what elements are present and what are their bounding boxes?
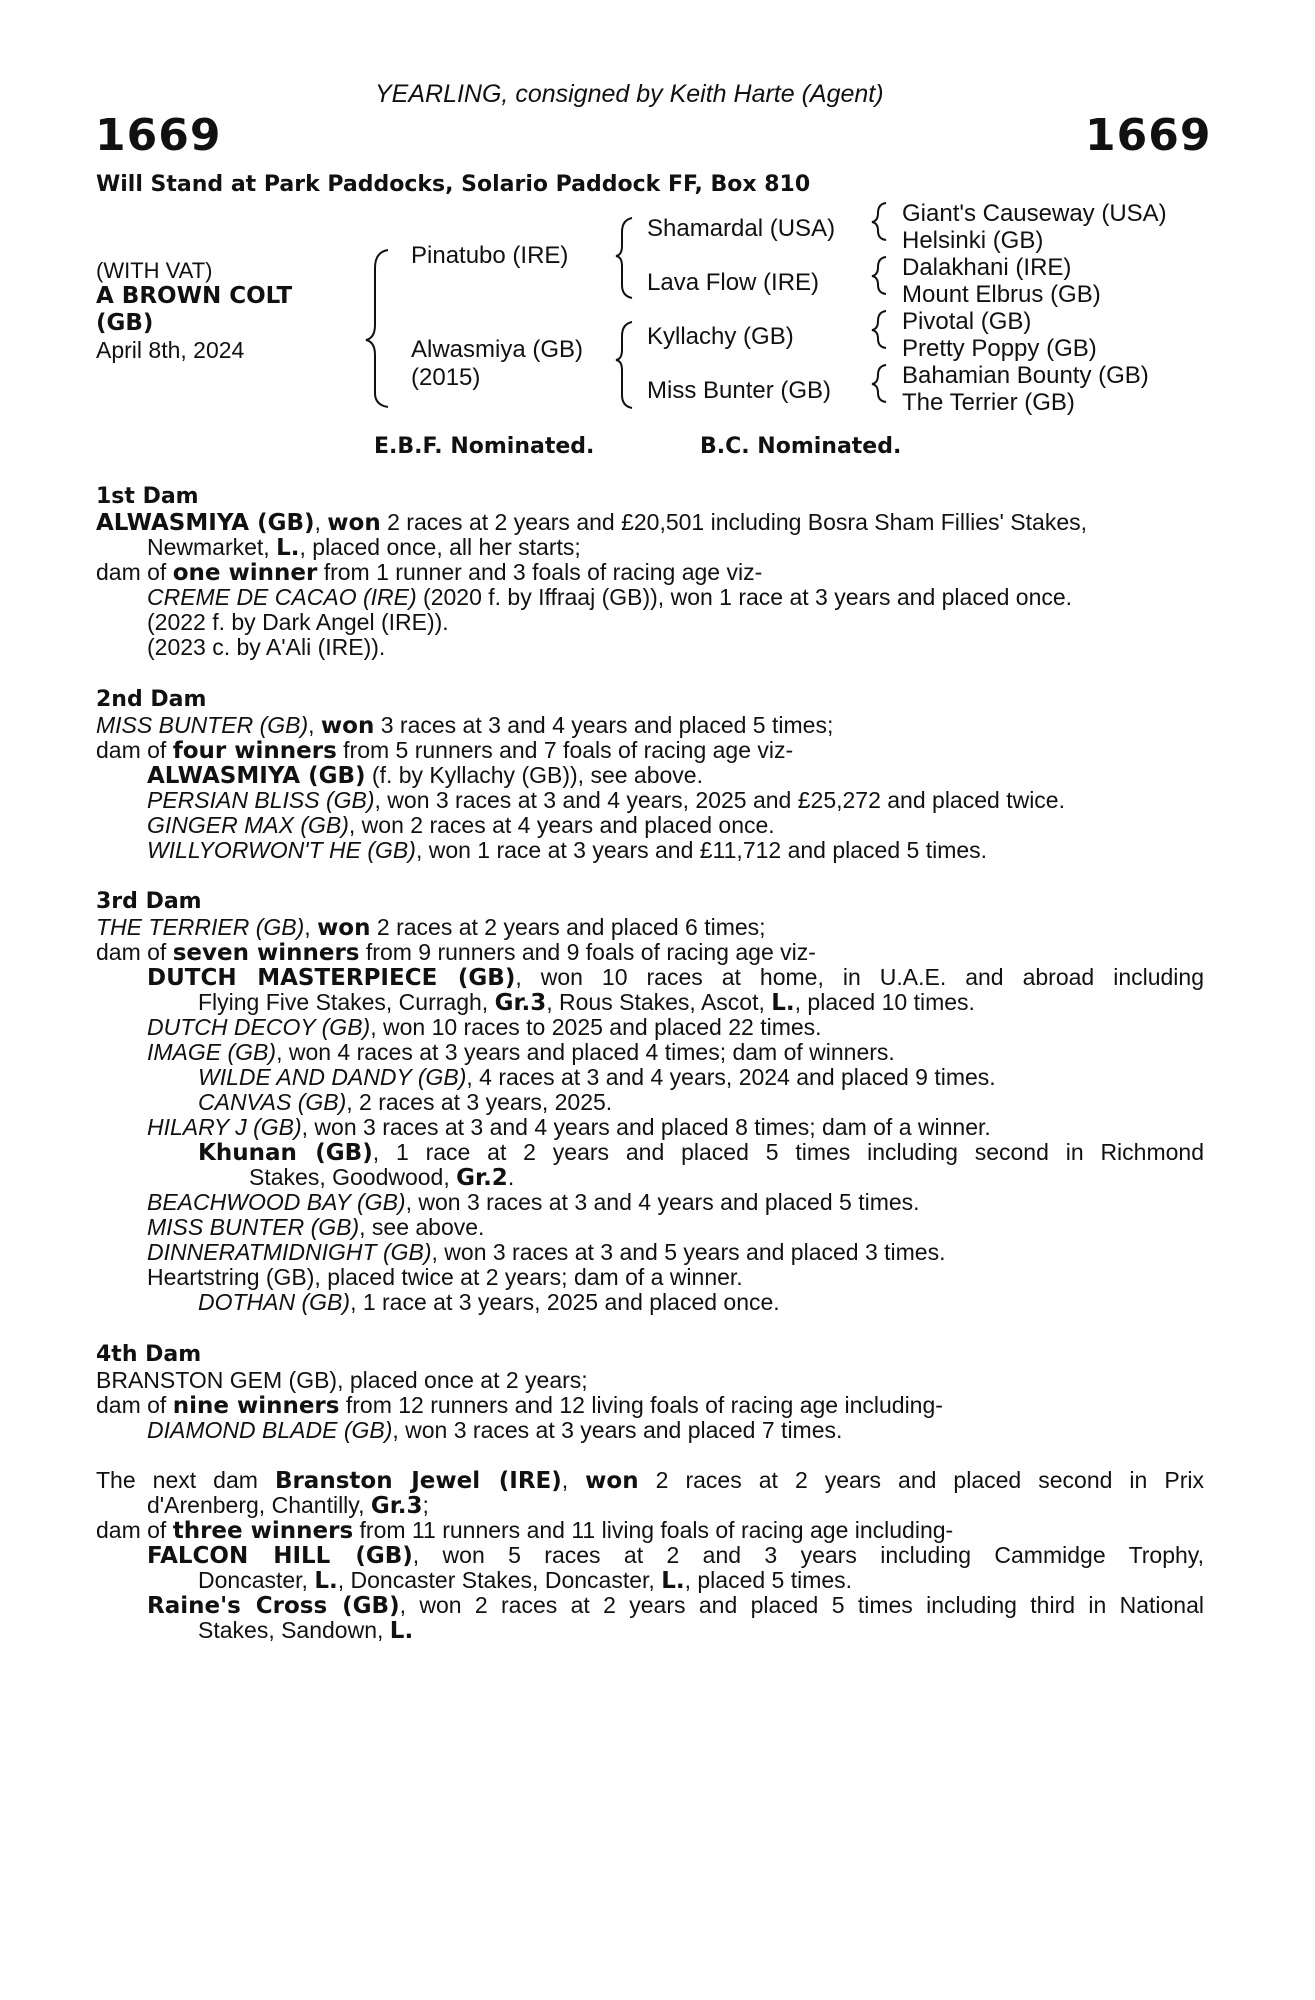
pedigree-sire: Pinatubo (IRE) <box>411 242 569 269</box>
dam3-line-6: IMAGE (GB), won 4 races at 3 years and placed 4 times; dam of winners. <box>147 1039 895 1065</box>
dam1-line-1: ALWASMIYA (GB), won 2 races at 2 years and £20,501 including Bosra Sham Fillies' Stakes, <box>96 509 1088 536</box>
pedigree-gen3-4: Mount Elbrus (GB) <box>902 281 1101 308</box>
dam1-line-2: Newmarket, L., placed once, all her starts; <box>147 534 581 561</box>
dam4-line-2: dam of nine winners from 12 runners and 12 living foals of racing age including- <box>96 1392 943 1419</box>
dam3-line-2: dam of seven winners from 9 runners and 9 foals of racing age viz- <box>96 939 816 966</box>
pedigree-gen3-3: Dalakhani (IRE) <box>902 254 1072 281</box>
pedigree-dam-year: (2015) <box>411 364 481 391</box>
dam2-line-5: GINGER MAX (GB), won 2 races at 4 years and placed once. <box>147 812 775 838</box>
lot-number-right: 1669 <box>1085 110 1212 161</box>
dam3-line-14: DINNERATMIDNIGHT (GB), won 3 races at 3 and 5 years and placed 3 times. <box>147 1239 946 1265</box>
nextdam-line-2: d'Arenberg, Chantilly, Gr.3; <box>147 1492 429 1519</box>
date-of-birth: April 8th, 2024 <box>96 337 245 363</box>
dam4-line-1: BRANSTON GEM (GB), placed once at 2 years; <box>96 1367 588 1393</box>
section-3rd-dam: 3rd Dam <box>96 889 202 914</box>
nextdam-line-1: The next dam Branston Jewel (IRE), won 2 races at 2 years and placed second in Prix <box>96 1467 1204 1494</box>
dam3-line-13: MISS BUNTER (GB), see above. <box>147 1214 485 1240</box>
pedigree-gen3-8: The Terrier (GB) <box>902 389 1075 416</box>
dam3-line-15: Heartstring (GB), placed twice at 2 years; dam of a winner. <box>147 1264 743 1290</box>
dam2-line-6: WILLYORWON'T HE (GB), won 1 race at 3 years and £11,712 and placed 5 times. <box>147 837 988 863</box>
dam1-line-6: (2023 c. by A'Ali (IRE)). <box>147 634 386 660</box>
dam2-line-3: ALWASMIYA (GB) (f. by Kyllachy (GB)), see above. <box>147 762 703 789</box>
dam1-line-5: (2022 f. by Dark Angel (IRE)). <box>147 609 449 635</box>
ebf-nomination: E.B.F. Nominated. <box>374 434 595 459</box>
nextdam-line-3: dam of three winners from 11 runners and 11 living foals of racing age including- <box>96 1517 954 1544</box>
lot-number-left: 1669 <box>95 110 222 161</box>
pedigree-gen3-1: Giant's Causeway (USA) <box>902 200 1167 227</box>
pedigree-dam: Alwasmiya (GB) <box>411 336 584 363</box>
pedigree-gen2-4: Miss Bunter (GB) <box>647 377 832 404</box>
vat-note: (WITH VAT) <box>96 258 213 283</box>
nextdam-line-4: FALCON HILL (GB), won 5 races at 2 and 3 years including Cammidge Trophy, <box>147 1542 1204 1569</box>
pedigree-gen2-2: Lava Flow (IRE) <box>647 269 820 296</box>
nextdam-line-7: Stakes, Sandown, L. <box>198 1617 414 1644</box>
pedigree-gen3-6: Pretty Poppy (GB) <box>902 335 1097 362</box>
dam2-line-4: PERSIAN BLISS (GB), won 3 races at 3 and 4 years, 2025 and £25,272 and placed twice. <box>147 787 1065 813</box>
pedigree-gen2-3: Kyllachy (GB) <box>647 323 794 350</box>
bc-nomination: B.C. Nominated. <box>700 434 902 459</box>
consignment-line: YEARLING, consigned by Keith Harte (Agent) <box>375 80 884 108</box>
nextdam-line-5: Doncaster, L., Doncaster Stakes, Doncaster, L., placed 5 times. <box>198 1567 853 1594</box>
dam2-line-1: MISS BUNTER (GB), won 3 races at 3 and 4 years and placed 5 times; <box>96 712 834 739</box>
dam3-line-12: BEACHWOOD BAY (GB), won 3 races at 3 and 4 years and placed 5 times. <box>147 1189 920 1215</box>
dam1-line-4: CREME DE CACAO (IRE) (2020 f. by Iffraaj (GB)), won 1 race at 3 years and placed once. <box>147 584 1073 610</box>
pedigree-gen3-5: Pivotal (GB) <box>902 308 1032 335</box>
dam3-line-1: THE TERRIER (GB), won 2 races at 2 years and placed 6 times; <box>96 914 766 941</box>
dam3-line-16: DOTHAN (GB), 1 race at 3 years, 2025 and placed once. <box>198 1289 780 1315</box>
dam4-line-3: DIAMOND BLADE (GB), won 3 races at 3 years and placed 7 times. <box>147 1417 843 1443</box>
stand-location: Will Stand at Park Paddocks, Solario Paddock FF, Box 810 <box>96 172 811 197</box>
dam1-line-3: dam of one winner from 1 runner and 3 foals of racing age viz- <box>96 559 763 586</box>
nextdam-line-6: Raine's Cross (GB), won 2 races at 2 years and placed 5 times including third in National <box>147 1592 1204 1619</box>
section-4th-dam: 4th Dam <box>96 1342 202 1367</box>
section-2nd-dam: 2nd Dam <box>96 687 207 712</box>
dam3-line-8: CANVAS (GB), 2 races at 3 years, 2025. <box>198 1089 613 1115</box>
horse-country: (GB) <box>96 310 154 336</box>
dam2-line-2: dam of four winners from 5 runners and 7 foals of racing age viz- <box>96 737 794 764</box>
dam3-line-7: WILDE AND DANDY (GB), 4 races at 3 and 4 years, 2024 and placed 9 times. <box>198 1064 996 1090</box>
dam3-line-10: Khunan (GB), 1 race at 2 years and placed 5 times including second in Richmond <box>198 1139 1204 1166</box>
pedigree-gen3-2: Helsinki (GB) <box>902 227 1044 254</box>
pedigree-gen3-7: Bahamian Bounty (GB) <box>902 362 1149 389</box>
dam3-line-9: HILARY J (GB), won 3 races at 3 and 4 years and placed 8 times; dam of a winner. <box>147 1114 991 1140</box>
section-1st-dam: 1st Dam <box>96 484 199 509</box>
pedigree-gen2-1: Shamardal (USA) <box>647 215 836 242</box>
dam3-line-4: Flying Five Stakes, Curragh, Gr.3, Rous Stakes, Ascot, L., placed 10 times. <box>198 989 975 1016</box>
dam3-line-3: DUTCH MASTERPIECE (GB), won 10 races at home, in U.A.E. and abroad including <box>147 964 1204 991</box>
dam3-line-11: Stakes, Goodwood, Gr.2. <box>249 1164 515 1191</box>
horse-description: A BROWN COLT <box>96 283 293 309</box>
dam3-line-5: DUTCH DECOY (GB), won 10 races to 2025 and placed 22 times. <box>147 1014 822 1040</box>
